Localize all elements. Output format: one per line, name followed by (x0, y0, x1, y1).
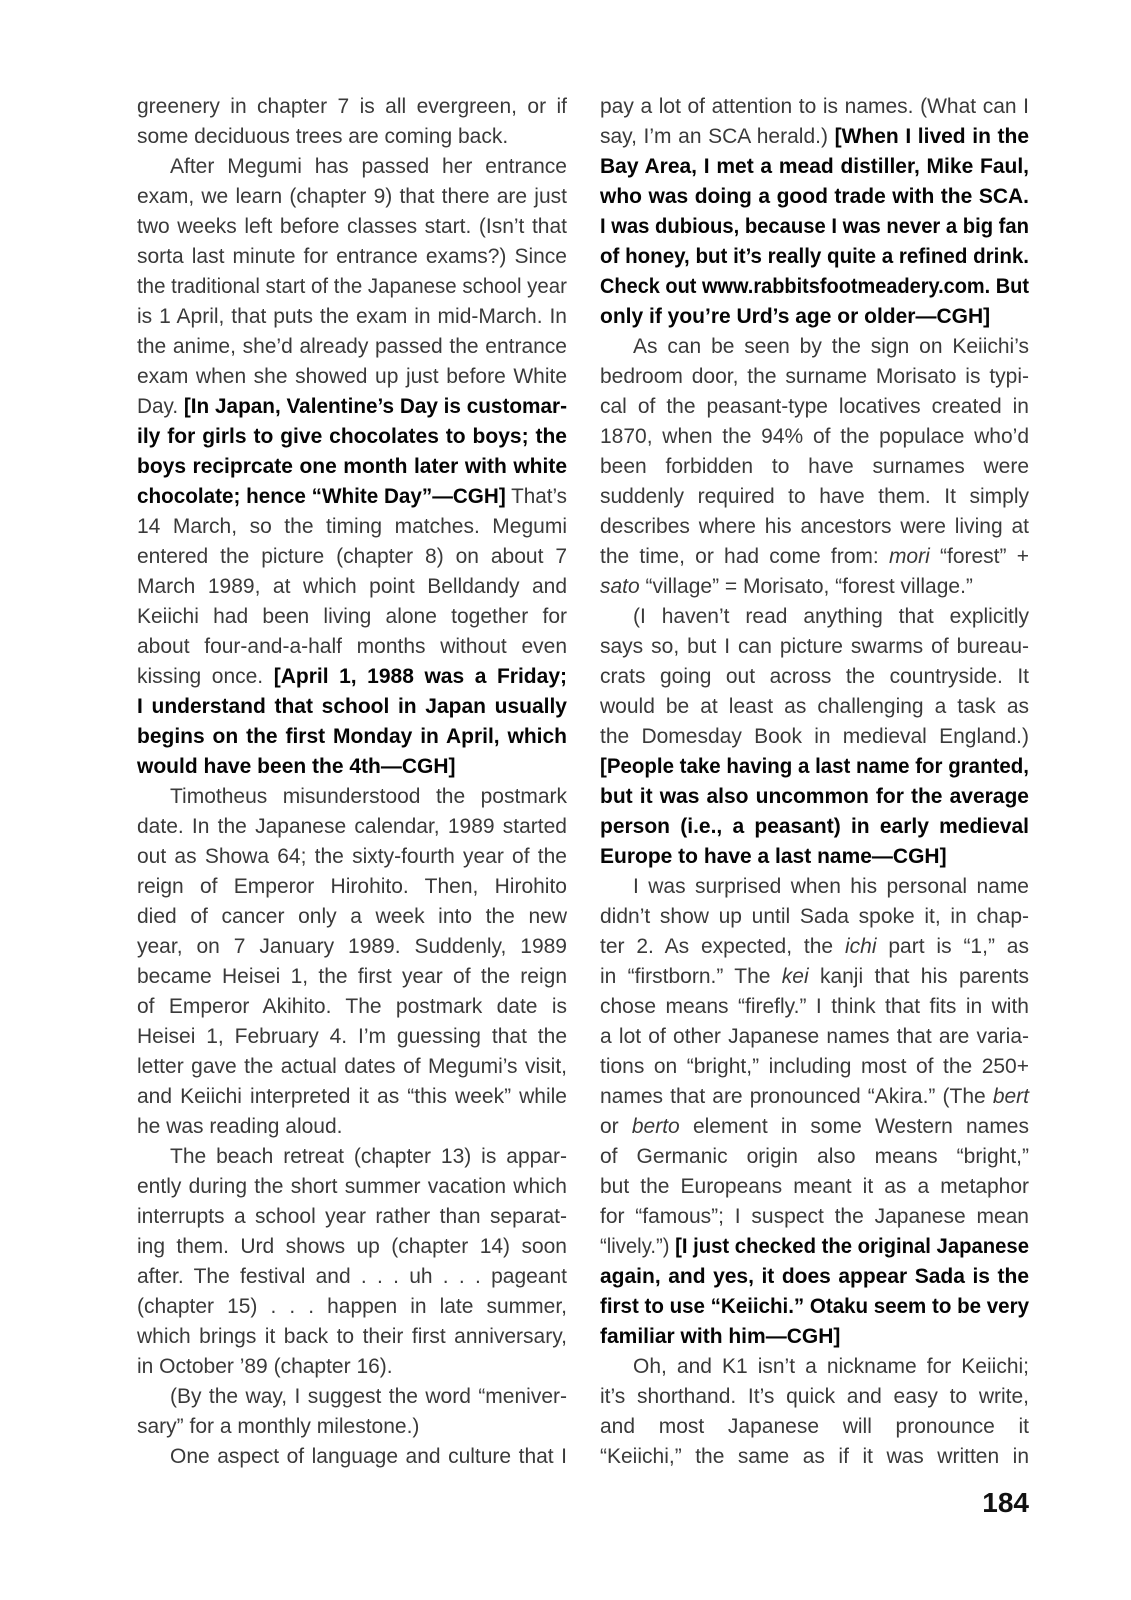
italic-term: berto (631, 1115, 680, 1138)
text-line: would be at least as challenging a task as (600, 695, 1029, 718)
text-segment: names that are pronounced “Akira.” (The (600, 1085, 993, 1108)
paragraph (600, 602, 1029, 872)
text-line: ently during the short summer vacation which (137, 1175, 567, 1198)
editor-note-line: boys reciprcate one month later with white (137, 455, 567, 478)
editor-note: [When I lived in the (834, 125, 1030, 148)
text-line: entered the picture (chapter 8) on about 7 (137, 545, 567, 568)
text-line: two weeks left before classes start. (Isn’t that (137, 215, 567, 238)
text-segment: Day. (137, 395, 184, 418)
text-line (600, 932, 1029, 962)
editor-note-line: first to use “Keiichi.” Otaku seem to be very (600, 1295, 1029, 1318)
text-line: After Megumi has passed her entrance (170, 155, 567, 178)
text-line: is 1 April, that puts the exam in mid-March. In (137, 305, 567, 328)
text-line: (I haven’t read anything that explicitly (633, 605, 1029, 628)
paragraph (600, 1352, 1029, 1472)
text-line: cal of the peasant-type locatives created in (600, 395, 1029, 418)
editor-note-line: again, and yes, it does appear Sada is the (600, 1265, 1029, 1288)
page-number: 184 (982, 1487, 1029, 1518)
text-line (137, 482, 567, 512)
italic-term: kei (781, 965, 809, 988)
text-line: he was reading aloud. (137, 1115, 343, 1138)
text-line: in October ’89 (chapter 16). (137, 1355, 393, 1378)
editor-note-line: ily for girls to give chocolates to boys; the (137, 425, 567, 448)
text-line: says so, but I can picture swarms of bureau- (600, 635, 1029, 658)
text-line (600, 1112, 1029, 1142)
paragraph (137, 152, 567, 782)
text-line: (By the way, I suggest the word “meniver- (170, 1385, 567, 1408)
right-column (600, 92, 1029, 1472)
text-line: As can be seen by the sign on Keiichi’s (633, 335, 1029, 358)
text-line: One aspect of language and culture that I (170, 1445, 567, 1468)
text-line: Timotheus misunderstood the postmark (170, 785, 567, 808)
text-line (137, 662, 567, 692)
paragraph (600, 92, 1029, 332)
text-line: bedroom door, the surname Morisato is typi- (600, 365, 1029, 388)
text-line: died of cancer only a week into the new (137, 905, 567, 928)
editor-note-line: I was dubious, because I was never a big fan (600, 215, 1029, 238)
italic-term: mori (888, 545, 930, 568)
text-line: the anime, she’d already passed the entrance (137, 335, 567, 358)
editor-note-line: person (i.e., a peasant) in early medieval (600, 815, 1029, 838)
text-line: after. The festival and . . . uh . . . pageant (137, 1265, 567, 1288)
text-line: a lot of other Japanese names that are varia- (600, 1025, 1029, 1048)
text-line: Oh, and K1 isn’t a nickname for Keiichi; (633, 1355, 1029, 1378)
editor-note-line: would have been the 4th—CGH] (137, 755, 456, 778)
text-line: didn’t show up until Sada spoke it, in chap- (600, 905, 1029, 928)
text-line (600, 572, 1029, 602)
editor-note-line: Check out www.rabbitsfootmeadery.com. But (600, 275, 1029, 298)
text-line: ing them. Urd shows up (chapter 14) soon (137, 1235, 567, 1258)
editor-note: [In Japan, Valentine’s Day is customar- (183, 395, 567, 418)
text-segment: kanji that his parents (808, 965, 1029, 988)
editor-note-line: of honey, but it’s really quite a refined drink. (600, 245, 1029, 268)
editor-note-line: familiar with him—CGH] (600, 1325, 841, 1348)
text-line: interrupts a school year rather than separat- (137, 1205, 567, 1228)
text-line (137, 392, 567, 422)
text-line: March 1989, at which point Belldandy and (137, 575, 567, 598)
text-segment: ter 2. As expected, the (600, 935, 845, 958)
text-line: describes where his ancestors were living at (600, 515, 1029, 538)
text-line: “Keiichi,” the same as if it was written in (600, 1445, 1029, 1468)
text-line: became Heisei 1, the first year of the reign (137, 965, 567, 988)
text-line: (chapter 15) . . . happen in late summer, (137, 1295, 567, 1318)
text-line (600, 1082, 1029, 1112)
editor-note-line: [People take having a last name for granted, (600, 755, 1029, 778)
text-segment: “forest” + (929, 545, 1029, 568)
paragraph (137, 1442, 567, 1472)
text-line: sary” for a monthly milestone.) (137, 1415, 420, 1438)
text-line: Heisei 1, February 4. I’m guessing that the (137, 1025, 567, 1048)
text-segment: “lively.”) (600, 1235, 676, 1258)
text-segment: or (600, 1115, 632, 1138)
text-segment: the time, or had come from: (600, 545, 889, 568)
text-line: and most Japanese will pronounce it (600, 1415, 1029, 1438)
text-line: 1870, when the 94% of the populace who’d (600, 425, 1029, 448)
text-line (600, 542, 1029, 572)
text-line: suddenly required to have them. It simply (600, 485, 1029, 508)
text-line: been forbidden to have surnames were (600, 455, 1029, 478)
text-line: out as Showa 64; the sixty-fourth year of the (137, 845, 567, 868)
text-line: of Germanic origin also means “bright,” (600, 1145, 1029, 1168)
text-line: date. In the Japanese calendar, 1989 started (137, 815, 567, 838)
text-line: sorta last minute for entrance exams?) Since (137, 245, 567, 268)
text-line: 14 March, so the timing matches. Megumi (137, 515, 567, 538)
editor-note-line: Europe to have a last name—CGH] (600, 845, 947, 868)
paragraph (600, 332, 1029, 602)
text-line: year, on 7 January 1989. Suddenly, 1989 (137, 935, 567, 958)
text-line: chose means “firefly.” I think that fits in with (600, 995, 1029, 1018)
text-line: Keiichi had been living alone together for (137, 605, 567, 628)
text-segment: That’s (505, 485, 567, 508)
paragraph (137, 1382, 567, 1442)
editor-note-line: only if you’re Urd’s age or older—CGH] (600, 305, 991, 328)
text-line: about four-and-a-half months without even (137, 635, 567, 658)
text-line: the traditional start of the Japanese school year (137, 275, 567, 298)
italic-term: bert (992, 1085, 1029, 1108)
text-line: which brings it back to their first anniversary, (137, 1325, 567, 1348)
italic-term: sato (600, 575, 640, 598)
editor-note: [I just checked the original Japanese (675, 1235, 1029, 1258)
text-line: exam, we learn (chapter 9) that there are just (137, 185, 567, 208)
text-line: I was surprised when his personal name (633, 875, 1029, 898)
editor-note-line: I understand that school in Japan usually (137, 695, 567, 718)
text-line: for “famous”; I suspect the Japanese mean (600, 1205, 1029, 1228)
text-line: of Emperor Akihito. The postmark date is (137, 995, 567, 1018)
text-line: pay a lot of attention to is names. (What can I (600, 95, 1029, 118)
text-line: and Keiichi interpreted it as “this week” while (137, 1085, 567, 1108)
text-line (600, 962, 1029, 992)
text-segment: say, I’m an SCA herald.) (600, 125, 835, 148)
text-line: greenery in chapter 7 is all evergreen, or if (137, 95, 567, 118)
text-line: crats going out across the countryside. It (600, 665, 1029, 688)
text-line: it’s shorthand. It’s quick and easy to write, (600, 1385, 1029, 1408)
text-segment: kissing once. (137, 665, 274, 688)
editor-note: [April 1, 1988 was a Friday; (273, 665, 567, 688)
text-line (600, 1232, 1029, 1262)
text-line: the Domesday Book in medieval England.) (600, 725, 1029, 748)
text-line (600, 122, 1029, 152)
paragraph (137, 782, 567, 1142)
text-segment: in “firstborn.” The (600, 965, 782, 988)
editor-note-line: Bay Area, I met a mead distiller, Mike Faul, (600, 155, 1029, 178)
text-line: some deciduous trees are coming back. (137, 125, 509, 148)
text-segment: part is “1,” as (876, 935, 1029, 958)
text-line: tions on “bright,” including most of the 250+ (600, 1055, 1029, 1078)
editor-note-line: but it was also uncommon for the average (600, 785, 1029, 808)
editor-note: chocolate; hence “White Day”—CGH] (137, 485, 506, 508)
paragraph (137, 92, 567, 152)
editor-note-line: begins on the first Monday in April, which (137, 725, 567, 748)
text-line: exam when she showed up just before White (137, 365, 567, 388)
left-column (137, 92, 567, 1472)
paragraph (600, 872, 1029, 1352)
italic-term: ichi (844, 935, 877, 958)
text-segment: element in some Western names (679, 1115, 1029, 1138)
text-line: but the Europeans meant it as a metaphor (600, 1175, 1029, 1198)
text-line: letter gave the actual dates of Megumi’s visit, (137, 1055, 567, 1078)
paragraph (137, 1142, 567, 1382)
text-segment: “village” = Morisato, “forest village.” (639, 575, 973, 598)
text-line: reign of Emperor Hirohito. Then, Hirohito (137, 875, 567, 898)
text-line: The beach retreat (chapter 13) is appar- (170, 1145, 567, 1168)
editor-note-line: who was doing a good trade with the SCA. (600, 185, 1029, 208)
